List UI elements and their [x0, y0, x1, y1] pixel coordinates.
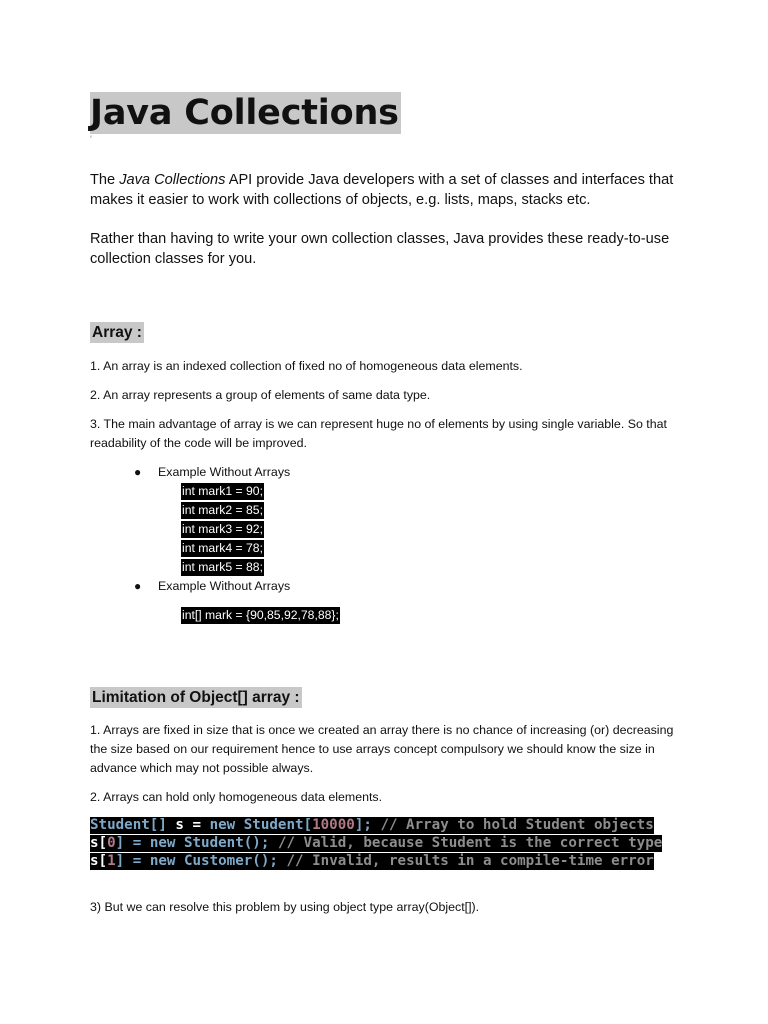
array-heading: Array :	[92, 324, 142, 341]
code-comment: // Valid, because Student is the correct type	[277, 835, 663, 851]
code-number: 1	[107, 853, 116, 869]
bullet-label: Example Without Arrays	[158, 465, 291, 479]
document-page	[90, 92, 690, 917]
java-code-block	[90, 816, 690, 870]
code-mid: ] =	[115, 853, 150, 869]
example-list-1	[90, 463, 690, 482]
intro-p1-emphasis: Java Collections	[119, 172, 226, 188]
code-line: int mark4 = 78;	[182, 541, 263, 555]
code-line: int mark3 = 92;	[182, 522, 263, 536]
code-end: ];	[354, 817, 381, 833]
bullet-dot-icon: ●	[134, 579, 142, 593]
code-example-with-array	[181, 606, 690, 625]
array-point-1: 1. An array is an indexed collection of fixed no of homogeneous data elements.	[90, 359, 523, 373]
java-code-line-1	[90, 817, 654, 834]
limitation-point-3: 3) But we can resolve this problem by using object type array(Object[]).	[90, 900, 480, 914]
intro-paragraph-1	[90, 170, 685, 210]
code-number: 0	[107, 835, 116, 851]
code-mid: ] =	[115, 835, 150, 851]
code-number: 10000	[312, 817, 355, 833]
code-var: s[	[90, 835, 108, 851]
array-point-3: 3. The main advantage of array is we can represent huge no of elements by using single variable. So that readability of the code will be improved.	[90, 417, 667, 450]
code-call: new Student();	[149, 835, 278, 851]
code-var: s[	[90, 853, 108, 869]
code-comment: // Array to hold Student objects	[380, 817, 654, 833]
title-mark: ‘	[90, 134, 92, 144]
limitation-point-1: 1. Arrays are fixed in size that is once we created an array there is no chance of increasing (or) decreasing the size based on our requirement hence to use arrays concept compulsory we should know the size in advance which may not possible always.	[90, 723, 674, 775]
intro-p1-before: The	[90, 172, 120, 188]
intro-paragraph-2: Rather than having to write your own collection classes, Java provides these ready-to-use collection classes for you.	[90, 231, 670, 267]
code-type: Student[]	[90, 817, 167, 833]
code-comment: // Invalid, results in a compile-time error	[286, 853, 654, 869]
list-item	[90, 577, 690, 596]
code-var: s =	[166, 817, 210, 833]
code-call: new Customer();	[149, 853, 287, 869]
document-title: Java Collections	[90, 93, 399, 133]
bullet-label: Example Without Arrays	[158, 579, 291, 593]
code-line: int mark5 = 88;	[182, 560, 263, 574]
list-item	[90, 463, 690, 482]
code-example-without-array	[181, 482, 690, 577]
limitation-point-2: 2. Arrays can hold only homogeneous data elements.	[90, 790, 383, 804]
code-line: int[] mark = {90,85,92,78,88};	[182, 608, 339, 622]
bullet-dot-icon: ●	[134, 465, 142, 479]
code-call: new Student[	[209, 817, 313, 833]
java-code-line-2	[90, 835, 662, 852]
array-point-2: 2. An array represents a group of elements of same data type.	[90, 388, 431, 402]
limitation-heading: Limitation of Object[] array :	[92, 689, 300, 706]
code-line: int mark2 = 85;	[182, 503, 263, 517]
intro-p1-after: API provide Java developers with a set of classes and interfaces that makes it easier to work with collections of objects, e.g. lists, maps, stacks etc.	[90, 172, 674, 208]
java-code-line-3	[90, 853, 654, 870]
code-line: int mark1 = 90;	[182, 484, 263, 498]
example-list-2	[90, 577, 690, 596]
